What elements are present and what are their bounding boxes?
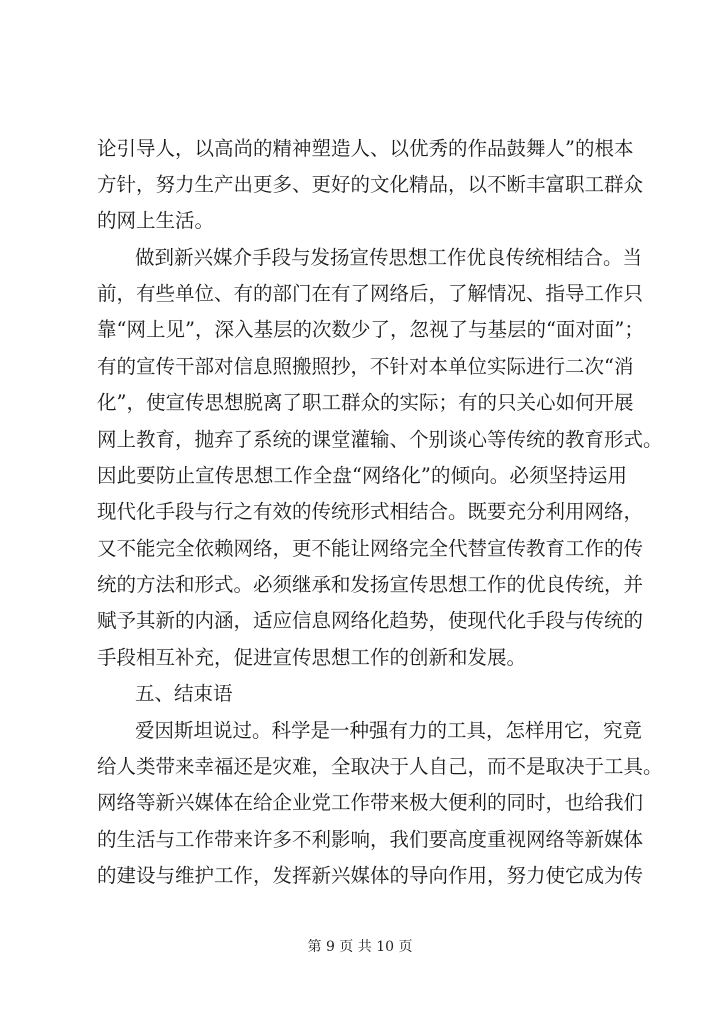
paragraph-line: 化”，使宣传思想脱离了职工群众的实际；有的只关心如何开展: [97, 391, 634, 414]
paragraph-line: 靠“网上见”，深入基层的次数少了，忽视了与基层的“面对面”；: [97, 318, 644, 341]
paragraph-line: 网络等新兴媒体在给企业党工作带来极大便利的同时，也给我们: [97, 791, 644, 814]
paragraph-line: 统的方法和形式。必须继承和发扬宣传思想工作的优良传统，并: [97, 573, 644, 596]
paragraph-line: 的网上生活。: [97, 209, 215, 232]
paragraph-line: 论引导人，以高尚的精神塑造人、以优秀的作品鼓舞人”的根本: [97, 137, 634, 160]
paragraph-line: 的生活与工作带来许多不利影响，我们要高度重视网络等新媒体: [97, 828, 644, 851]
paragraph-line: 方针，努力生产出更多、更好的文化精品，以不断丰富职工群众: [97, 173, 644, 196]
paragraph-line: 手段相互补充，促进宣传思想工作的创新和发展。: [97, 646, 527, 669]
paragraph-line: 网上教育，抛弃了系统的课堂灌输、个别谈心等传统的教育形式。: [97, 428, 663, 451]
paragraph-line: 的建设与维护工作，发挥新兴媒体的导向作用，努力使它成为传: [97, 864, 644, 887]
paragraph-line: 因此要防止宣传思想工作全盘“网络化”的倾向。必须坚持运用: [97, 464, 627, 487]
page-footer: 第 9 页 共 10 页: [307, 939, 413, 955]
paragraph-line: 做到新兴媒介手段与发扬宣传思想工作优良传统相结合。当: [135, 246, 643, 269]
paragraph-line: 爱因斯坦说过。科学是一种强有力的工具，怎样用它，究竟: [135, 719, 643, 742]
section-heading: 五、结束语: [135, 682, 233, 705]
paragraph-line: 前，有些单位、有的部门在有了网络后，了解情况、指导工作只: [97, 282, 644, 305]
paragraph-line: 赋予其新的内涵，适应信息网络化趋势，使现代化手段与传统的: [97, 609, 644, 632]
paragraph-line: 现代化手段与行之有效的传统形式相结合。既要充分利用网络，: [97, 500, 644, 523]
paragraph-line: 有的宣传干部对信息照搬照抄，不针对本单位实际进行二次“消: [97, 355, 634, 378]
paragraph-line: 给人类带来幸福还是灾难，全取决于人自己，而不是取决于工具。: [97, 755, 663, 778]
paragraph-line: 又不能完全依赖网络，更不能让网络完全代替宣传教育工作的传: [97, 537, 644, 560]
